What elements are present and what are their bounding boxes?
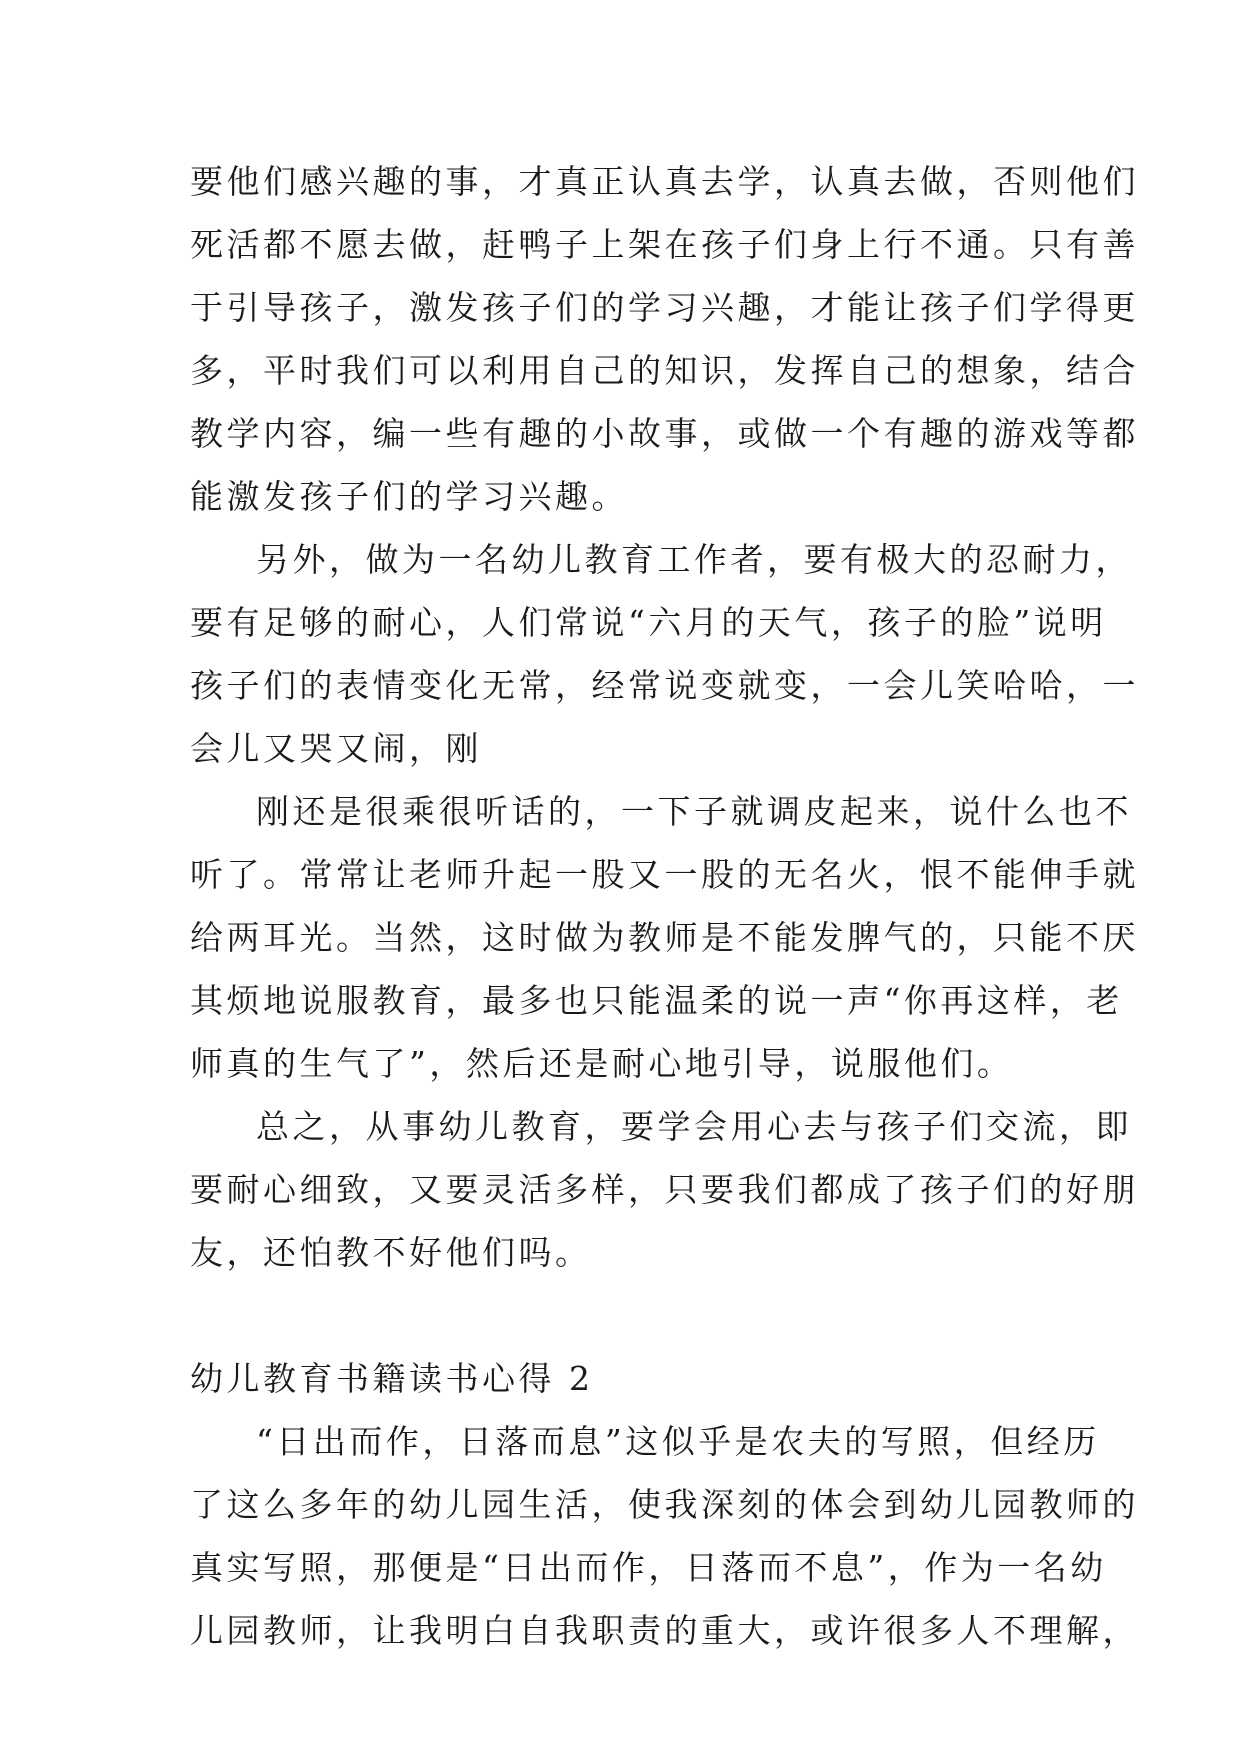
section-heading: 幼儿教育书籍读书心得 2: [190, 1359, 594, 1398]
paragraph-line: 要有足够的耐心，人们常说“六月的天气，孩子的脸”说明: [190, 603, 1107, 642]
paragraph-line: 给两耳光。当然，这时做为教师是不能发脾气的，只能不厌: [190, 918, 1139, 957]
paragraph-line: 死活都不愿去做，赶鸭子上架在孩子们身上行不通。只有善: [190, 225, 1139, 264]
paragraph-line: 孩子们的表情变化无常，经常说变就变，一会儿笑哈哈，一: [190, 666, 1139, 705]
paragraph-line: 师真的生气了”，然后还是耐心地引导，说服他们。: [190, 1044, 1014, 1083]
paragraph-line: 友，还怕教不好他们吗。: [190, 1233, 592, 1272]
paragraph-line: 真实写照，那便是“日出而作，日落而不息”，作为一名幼: [190, 1548, 1107, 1587]
paragraph-line: 听了。常常让老师升起一股又一股的无名火，恨不能伸手就: [190, 855, 1139, 894]
paragraph-line: 要耐心细致，又要灵活多样，只要我们都成了孩子们的好朋: [190, 1170, 1139, 1209]
paragraph-first-line: “日出而作，日落而息”这似乎是农夫的写照，但经历: [256, 1422, 1100, 1461]
paragraph-first-line: 总之，从事幼儿教育，要学会用心去与孩子们交流，即: [256, 1107, 1132, 1146]
paragraph-line: 会儿又哭又闹，刚: [190, 729, 482, 768]
document-body: [190, 150, 1139, 1662]
paragraph-line: 于引导孩子，激发孩子们的学习兴趣，才能让孩子们学得更: [190, 288, 1139, 327]
paragraph-first-line: 另外，做为一名幼儿教育工作者，要有极大的忍耐力，: [256, 540, 1132, 579]
paragraph-line: 能激发孩子们的学习兴趣。: [190, 477, 628, 516]
paragraph-line: 其烦地说服教育，最多也只能温柔的说一声“你再这样，老: [190, 981, 1123, 1020]
paragraph-line: 儿园教师，让我明白自我职责的重大，或许很多人不理解，: [190, 1611, 1139, 1650]
paragraph-first-line: 刚还是很乘很听话的，一下子就调皮起来，说什么也不: [256, 792, 1132, 831]
paragraph-line: 教学内容，编一些有趣的小故事，或做一个有趣的游戏等都: [190, 414, 1139, 453]
paragraph-line: 多，平时我们可以利用自己的知识，发挥自己的想象，结合: [190, 351, 1139, 390]
paragraph-line: 要他们感兴趣的事，才真正认真去学，认真去做，否则他们: [190, 162, 1139, 201]
paragraph-line: 了这么多年的幼儿园生活，使我深刻的体会到幼儿园教师的: [190, 1485, 1139, 1524]
